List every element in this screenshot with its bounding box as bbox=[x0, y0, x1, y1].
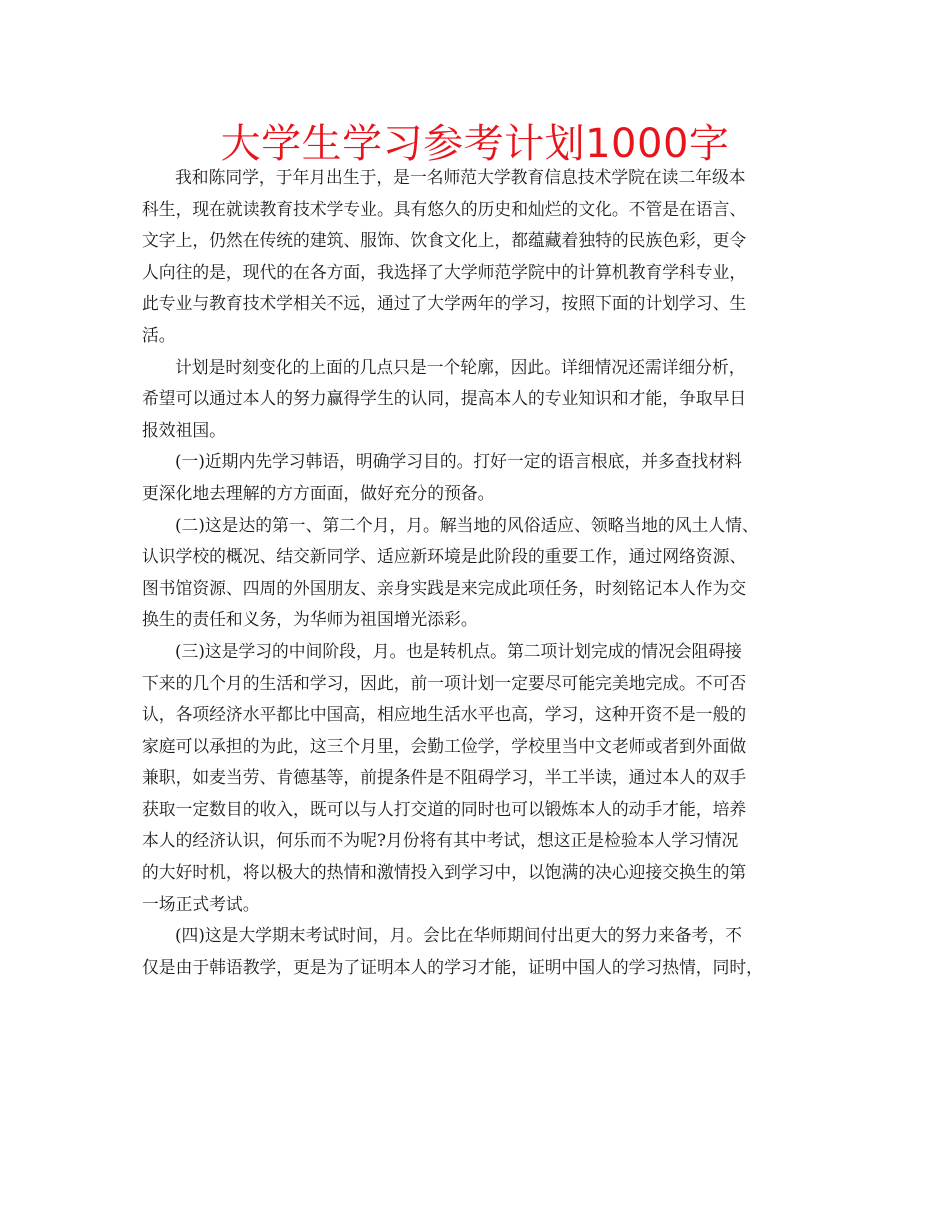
text-line: 认识学校的概况、结交新同学、适应新环境是此阶段的重要工作，通过网络资源、 bbox=[142, 546, 747, 567]
text-line: 文字上，仍然在传统的建筑、服饰、饮食文化上，都蕴藏着独特的民族色彩，更令 bbox=[142, 230, 747, 251]
document-title: 大学生学习参考计划1000字 bbox=[220, 121, 730, 167]
text-line: 图书馆资源、四周的外国朋友、亲身实践是来完成此项任务，时刻铭记本人作为交 bbox=[142, 577, 747, 598]
paragraph-5 bbox=[142, 636, 807, 920]
paragraph-2 bbox=[142, 352, 807, 447]
text-line: 我和陈同学，于年月出生于，是一名师范大学教育信息技术学院在读二年级本 bbox=[175, 167, 746, 187]
document-body bbox=[142, 162, 807, 983]
text-line: 兼职，如麦当劳、肯德基等，前提条件是不阻碍学习，半工半读，通过本人的双手 bbox=[142, 767, 747, 788]
text-line: 下来的几个月的生活和学习，因此，前一项计划一定要尽可能完美地完成。不可否 bbox=[142, 672, 747, 693]
text-line: 换生的责任和义务，为华师为祖国增光添彩。 bbox=[142, 609, 478, 630]
text-line: 计划是时刻变化的上面的几点只是一个轮廓，因此。详细情况还需详细分析， bbox=[175, 356, 746, 377]
text-line: 一场正式考试。 bbox=[142, 893, 260, 914]
text-line: 本人的经济认识，何乐而不为呢?月份将有其中考试，想这正是检验本人学习情况 bbox=[142, 830, 739, 851]
text-line: 的大好时机，将以极大的热情和激情投入到学习中，以饱满的决心迎接交换生的第 bbox=[142, 862, 747, 883]
paragraph-1 bbox=[142, 162, 807, 352]
text-line: 家庭可以承担的为此，这三个月里，会勤工俭学，学校里当中文老师或者到外面做 bbox=[142, 735, 747, 756]
text-line: 科生，现在就读教育技术学专业。具有悠久的历史和灿烂的文化。不管是在语言、 bbox=[142, 198, 747, 219]
paragraph-3 bbox=[142, 446, 807, 509]
text-line: (三)这是学习的中间阶段，月。也是转机点。第二项计划完成的情况会阻碍接 bbox=[175, 640, 742, 661]
text-line: 此专业与教育技术学相关不远，通过了大学两年的学习，按照下面的计划学习、生 bbox=[142, 293, 747, 314]
paragraph-6 bbox=[142, 920, 807, 983]
paragraph-4 bbox=[142, 510, 807, 636]
text-line: 仅是由于韩语教学，更是为了证明本人的学习才能，证明中国人的学习热情，同时， bbox=[142, 956, 763, 977]
text-line: (一)近期内先学习韩语，明确学习目的。打好一定的语言根底，并多查找材料 bbox=[175, 451, 742, 472]
text-line: 认，各项经济水平都比中国高，相应地生活水平也高，学习，这种开资不是一般的 bbox=[142, 704, 747, 725]
text-line: (二)这是达的第一、第二个月，月。解当地的风俗适应、领略当地的风土人情、 bbox=[175, 514, 759, 535]
text-line: 希望可以通过本人的努力赢得学生的认同，提高本人的专业知识和才能，争取早日 bbox=[142, 388, 747, 409]
text-line: 获取一定数目的收入，既可以与人打交道的同时也可以锻炼本人的动手才能，培养 bbox=[142, 798, 747, 819]
text-line: 人向往的是，现代的在各方面，我选择了大学师范学院中的计算机教育学科专业， bbox=[142, 261, 747, 282]
text-line: (四)这是大学期末考试时间，月。会比在华师期间付出更大的努力来备考，不 bbox=[175, 925, 742, 946]
text-line: 报效祖国。 bbox=[142, 419, 226, 440]
text-line: 活。 bbox=[142, 324, 176, 345]
text-line: 更深化地去理解的方方面面，做好充分的预备。 bbox=[142, 482, 495, 503]
